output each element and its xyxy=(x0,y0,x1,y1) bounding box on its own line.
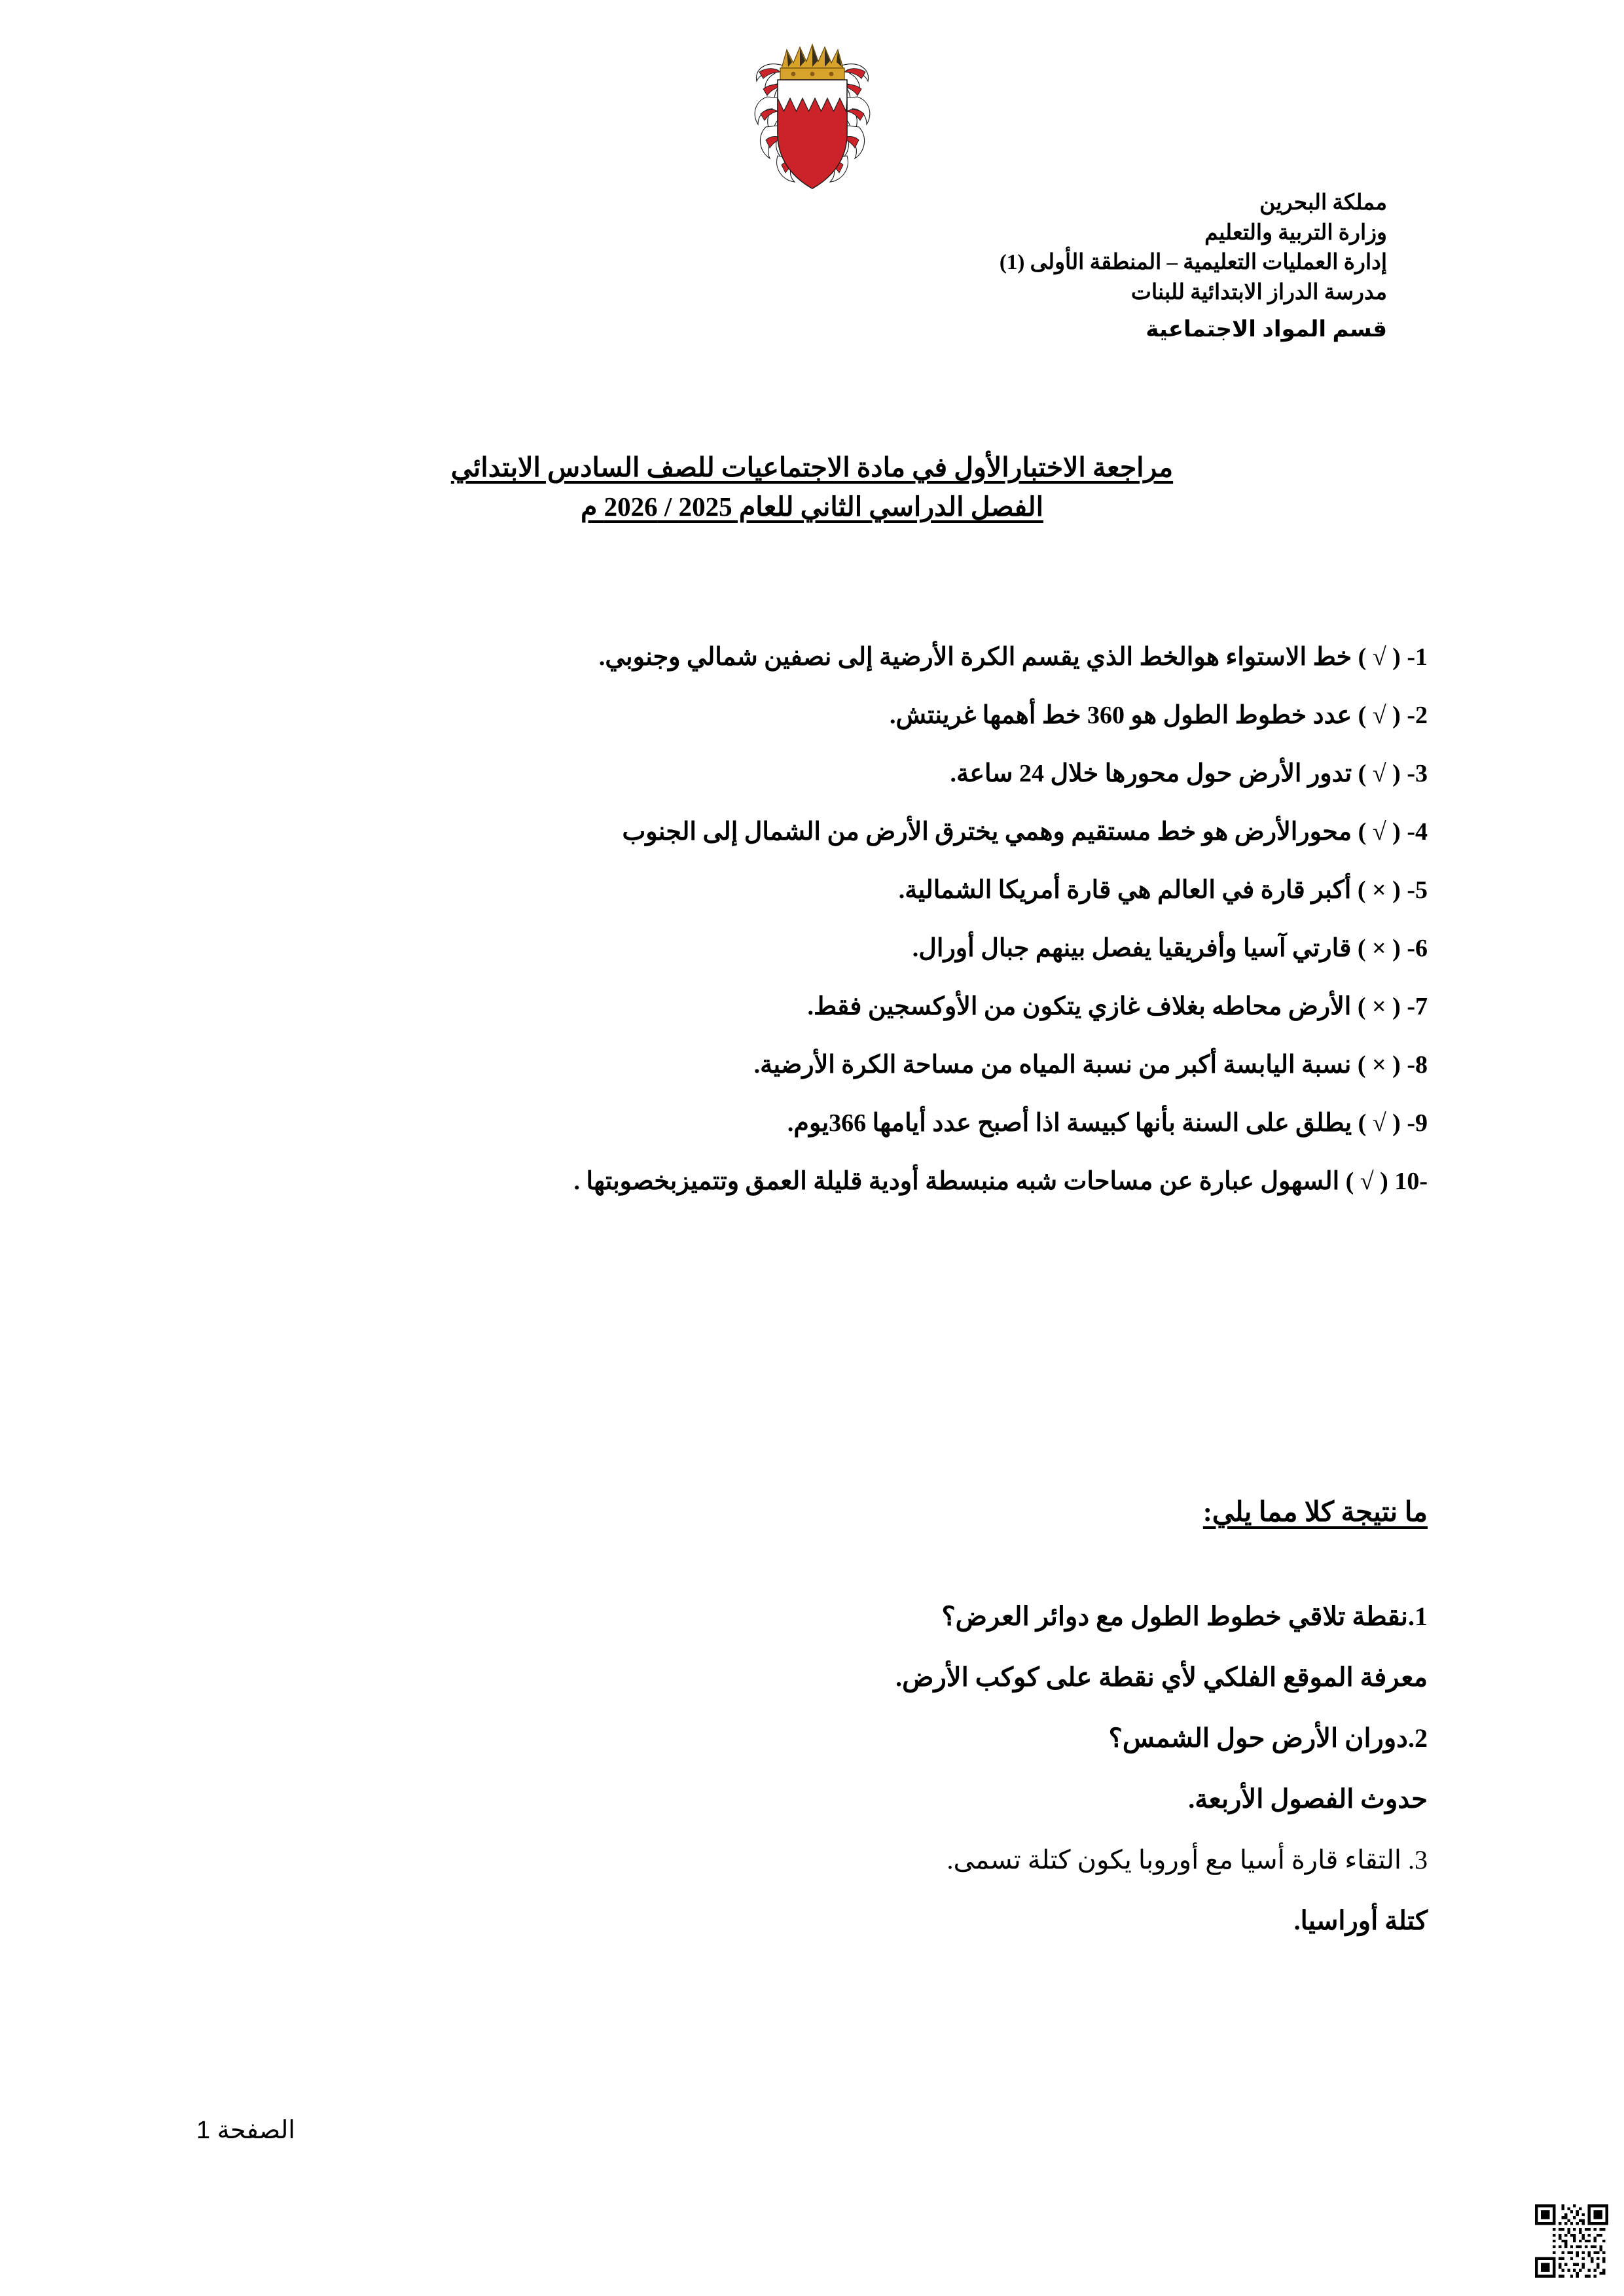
tf-number: 6- xyxy=(1407,935,1428,962)
tf-number: 1- xyxy=(1407,643,1428,671)
result-answer: كتلة أوراسيا. xyxy=(1293,1906,1428,1935)
header-line-country: مملكة البحرين xyxy=(1259,191,1387,215)
tf-statement: قارتي آسيا وأفريقيا يفصل بينهم جبال أورال. xyxy=(912,935,1352,962)
result-question: 3. التقاء قارة أسيا مع أوروبا يكون كتلة تسمى. xyxy=(947,1845,1428,1874)
list-item xyxy=(196,994,1428,1019)
result-answer: معرفة الموقع الفلكي لأي نقطة على كوكب الأرض. xyxy=(895,1662,1428,1692)
tf-statement: الأرض محاطه بغلاف غازي يتكون من الأوكسجين فقط. xyxy=(807,993,1352,1020)
list-item xyxy=(196,1111,1428,1136)
result-answer: حدوث الفصول الأربعة. xyxy=(1188,1784,1428,1814)
header-line-ministry: وزارة التربية والتعليم xyxy=(1204,221,1387,245)
tf-statement: تدور الأرض حول محورها خلال 24 ساعة. xyxy=(950,760,1352,787)
list-item xyxy=(196,645,1428,670)
list-item xyxy=(196,1169,1428,1194)
results-section-heading: ما نتيجة كلا مما يلي: xyxy=(1202,1498,1428,1528)
tf-statement: يطلق على السنة بأنها كبيسة اذا أصبح عدد أيامها 366يوم. xyxy=(787,1109,1352,1137)
bahrain-coat-of-arms-icon xyxy=(737,41,888,201)
header-line-school: مدرسة الدراز الابتدائية للبنات xyxy=(1130,280,1387,304)
page-subtitle: الفصل الدراسي الثاني للعام 2025 / 2026 م xyxy=(581,492,1043,522)
tf-answer-mark[interactable]: ( √ ) xyxy=(1345,1168,1388,1195)
crest-container xyxy=(0,41,1624,201)
tf-answer-mark[interactable]: ( × ) xyxy=(1357,993,1401,1020)
header-line-directorate: إدارة العمليات التعليمية – المنطقة الأولى (1) xyxy=(999,251,1387,275)
header-line-department: قسم المواد الاجتماعية xyxy=(1146,317,1387,342)
tf-number: 4- xyxy=(1407,818,1428,846)
list-item xyxy=(196,1052,1428,1077)
tf-answer-mark[interactable]: ( × ) xyxy=(1357,876,1401,904)
tf-number: 8- xyxy=(1407,1051,1428,1079)
tf-number: 5- xyxy=(1407,876,1428,904)
tf-number: 9- xyxy=(1407,1109,1428,1137)
tf-answer-mark[interactable]: ( √ ) xyxy=(1358,760,1401,787)
tf-statement: محورالأرض هو خط مستقيم وهمي يخترق الأرض من الشمال إلى الجنوب xyxy=(622,818,1352,846)
tf-answer-mark[interactable]: ( √ ) xyxy=(1358,643,1401,671)
results-heading-row xyxy=(196,1496,1428,1528)
tf-answer-mark[interactable]: ( × ) xyxy=(1357,1051,1401,1079)
tf-answer-mark[interactable]: ( √ ) xyxy=(1358,1109,1401,1137)
true-false-list xyxy=(196,645,1428,1227)
results-list xyxy=(196,1604,1428,1969)
tf-answer-mark[interactable]: ( √ ) xyxy=(1358,702,1401,729)
tf-number: 7- xyxy=(1407,993,1428,1020)
result-question: 2.دوران الأرض حول الشمس؟ xyxy=(1108,1723,1428,1753)
list-item xyxy=(196,761,1428,786)
tf-statement: عدد خطوط الطول هو 360 خط أهمها غرينتش. xyxy=(889,702,1352,729)
school-header xyxy=(1000,188,1387,345)
qr-code-icon[interactable] xyxy=(1535,2204,1608,2278)
tf-statement: نسبة اليابسة أكبر من نسبة المياه من مساحة الكرة الأرضية. xyxy=(753,1051,1352,1079)
tf-statement: السهول عبارة عن مساحات شبه منبسطة أودية قليلة العمق وتتميزبخصوبتها . xyxy=(573,1168,1340,1195)
list-item xyxy=(196,878,1428,903)
exam-title xyxy=(0,452,1624,522)
tf-statement: أكبر قارة في العالم هي قارة أمريكا الشمالية. xyxy=(898,876,1352,904)
tf-answer-mark[interactable]: ( × ) xyxy=(1357,935,1401,962)
tf-number: 3- xyxy=(1407,760,1428,787)
list-item xyxy=(196,703,1428,728)
list-item xyxy=(196,819,1428,844)
tf-number: -10 xyxy=(1394,1168,1428,1195)
tf-number: 2- xyxy=(1407,702,1428,729)
list-item xyxy=(196,936,1428,961)
page-number-label: الصفحة 1 xyxy=(196,2117,295,2144)
tf-statement: خط الاستواء هوالخط الذي يقسم الكرة الأرضية إلى نصفين شمالي وجنوبي. xyxy=(598,643,1352,671)
page-title: مراجعة الاختبارالأول في مادة الاجتماعيات للصف السادس الابتدائي xyxy=(450,452,1174,482)
tf-answer-mark[interactable]: ( √ ) xyxy=(1358,818,1401,846)
result-question: 1.نقطة تلاقي خطوط الطول مع دوائر العرض؟ xyxy=(941,1602,1428,1631)
